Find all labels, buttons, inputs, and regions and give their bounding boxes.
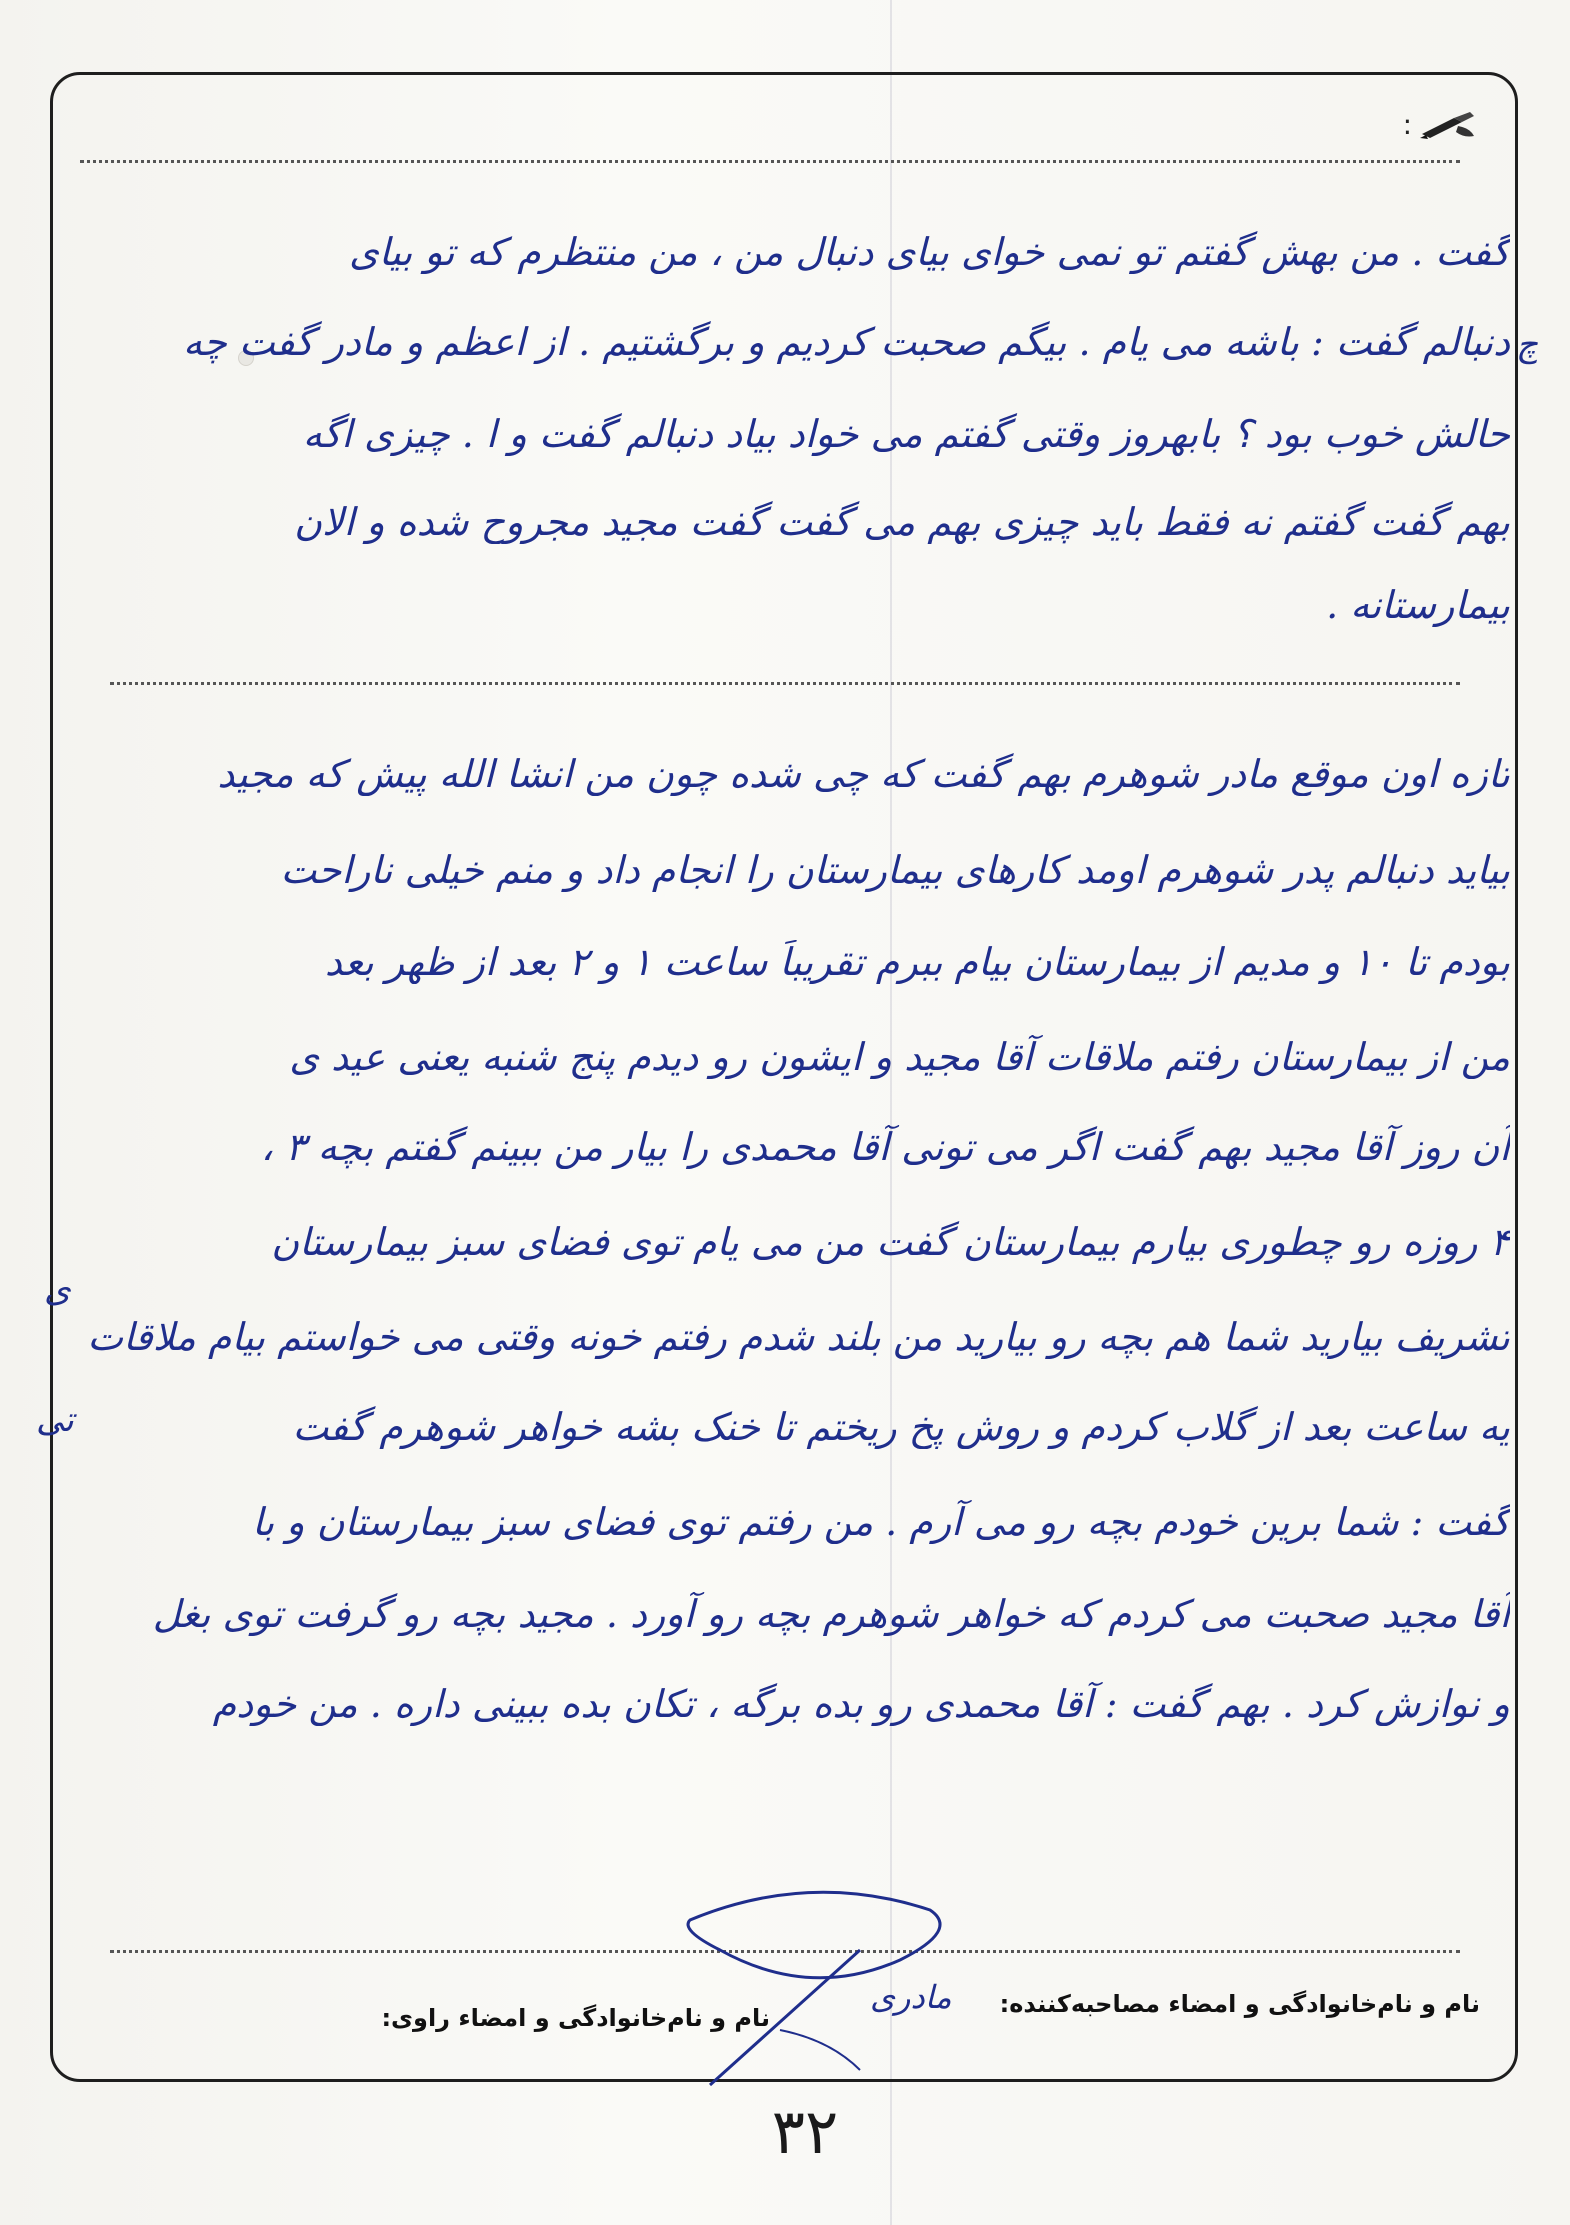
handwritten-line: تشریف بیارید شما هم بچه رو بیارید من بلند شدم رفتم خونه وقتی می خواستم بیام ملاقات	[87, 1315, 1510, 1359]
handwritten-line: گفت . من بهش گفتم تو نمی خوای بیای دنبال من ، من منتظرم که تو بیای	[348, 230, 1510, 274]
handwritten-line: گفت : شما برین خودم بچه رو می آرم . من رفتم توی فضای سبز بیمارستان و با	[252, 1500, 1510, 1544]
handwritten-line: ۴ روزه رو چطوری بیارم بیمارستان گفت من می یام توی فضای سبز بیمارستان	[271, 1220, 1510, 1264]
interviewer-signature: مادری	[870, 1978, 952, 2016]
header-colon: :	[1402, 108, 1412, 141]
handwritten-line: و نوازش کرد . بهم گفت : آقا محمدی رو بده برگه ، تکان بده ببینی داره . من خودم	[212, 1682, 1510, 1726]
handwritten-line: من از بیمارستان رفتم ملاقات آقا مجید و ایشون رو دیدم پنج شنبه یعنی عید ی	[289, 1035, 1510, 1079]
dotted-rule	[110, 682, 1460, 685]
page-number: ۳۲	[771, 2095, 839, 2168]
handwritten-line: حالش خوب بود ؟ بابهروز وقتی گفتم می خواد بیاد دنبالم گفت و ا . چیزی اگه	[302, 412, 1510, 456]
handwritten-line: بیمارستانه .	[1326, 583, 1510, 627]
margin-note: تی	[36, 1400, 74, 1440]
margin-note: چ	[1516, 325, 1538, 365]
handwritten-line: دنبالم گفت : باشه می یام . بیگم صحبت کردیم و برگشتیم . از اعظم و مادر گفت چه	[183, 320, 1510, 364]
handwritten-line: آقا مجید صحبت می کردم که خواهر شوهرم بچه رو آورد . مجید بچه رو گرفت توی بغل	[152, 1592, 1510, 1636]
interviewer-signature-label: نام و نام‌خانوادگی و امضاء مصاحبه‌کننده:	[999, 1990, 1480, 2018]
handwritten-line: یه ساعت بعد از گلاب کردم و روش پخ ریختم تا خنک بشه خواهر شوهرم گفت	[292, 1405, 1510, 1449]
pen-hand-icon	[1418, 108, 1478, 142]
dotted-rule-top	[80, 160, 1460, 163]
handwritten-line: بهم گفت گفتم نه فقط باید چیزی بهم می گفت گفت مجید مجروح شده و الان	[294, 500, 1510, 544]
margin-note: ی	[44, 1270, 71, 1310]
handwritten-line: بودم تا ۱۰ و مدیم از بیمارستان بیام ببرم تقریباً ساعت ۱ و ۲ بعد از ظهر بعد	[324, 940, 1510, 984]
handwritten-line: تازه اون موقع مادر شوهرم بهم گفت که چی شده چون من انشا الله پیش که مجید	[217, 752, 1510, 796]
narrator-signature-label: نام و نام‌خانوادگی و امضاء راوی:	[381, 2004, 770, 2032]
handwritten-line: آن روز آقا مجید بهم گفت اگر می تونی آقا محمدی را بیار من ببینم گفتم بچه ۳ ،	[260, 1125, 1510, 1169]
handwritten-line: بیاید دنبالم پدر شوهرم اومد کارهای بیمارستان را انجام داد و منم خیلی ناراحت	[280, 848, 1510, 892]
